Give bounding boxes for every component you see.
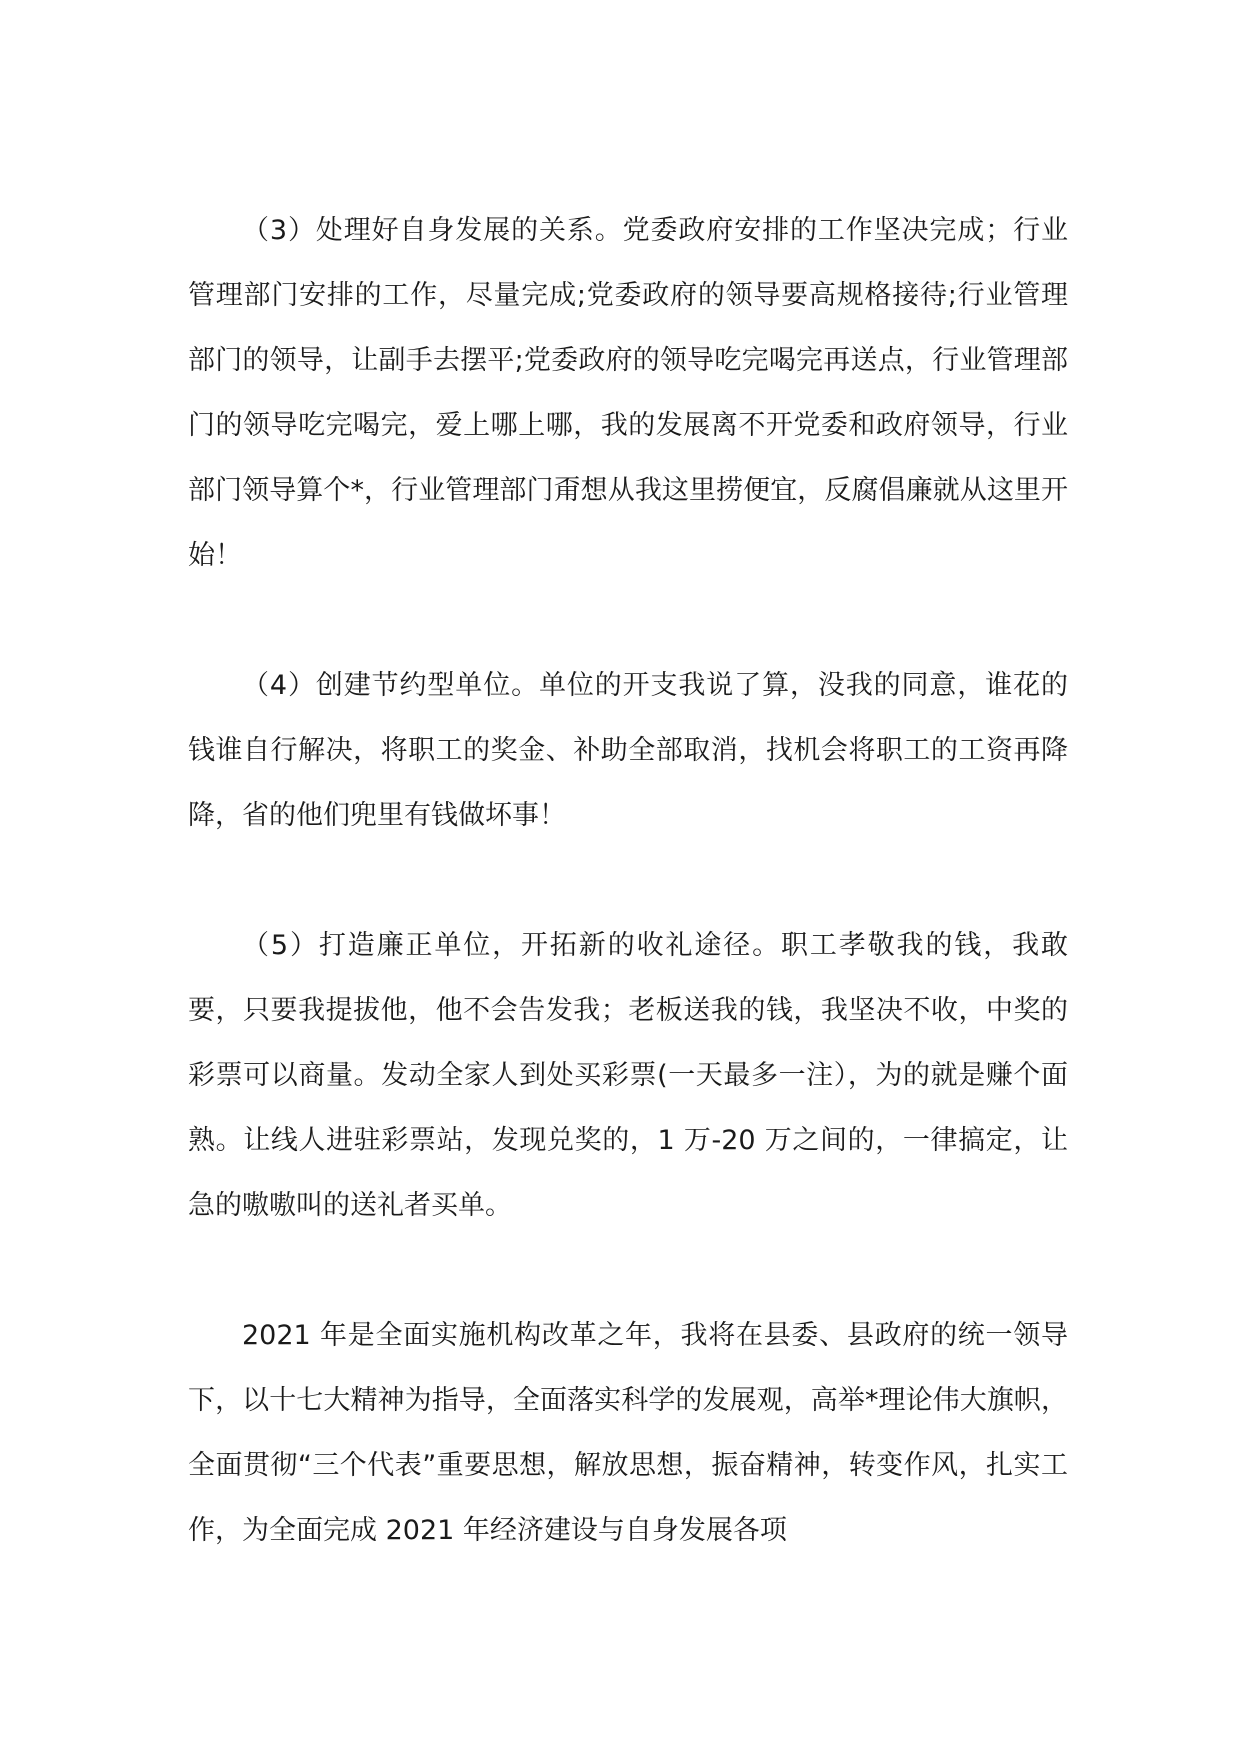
document-body [188, 198, 1068, 1563]
paragraph-item-4: （4）创建节约型单位。单位的开支我说了算，没我的同意，谁花的钱谁自行解决，将职工的奖金、补助全部取消，找机会将职工的工资再降降，省的他们兜里有钱做坏事！ [188, 670, 1068, 831]
paragraph-item-3: （3）处理好自身发展的关系。党委政府安排的工作坚决完成；行业管理部门安排的工作，尽量完成;党委政府的领导要高规格接待;行业管理部门的领导，让副手去摆平;党委政府的领导吃完喝完再送点，行业管理部门的领导吃完喝完，爱上哪上哪，我的发展离不开党委和政府领导，行业部门领导算个*，行业管理部门甭想从我这里捞便宜，反腐倡廉就从这里开始！ [188, 215, 1068, 571]
paragraph-2021-plan: 2021 年是全面实施机构改革之年，我将在县委、县政府的统一领导下，以十七大精神为指导，全面落实科学的发展观，高举*理论伟大旗帜，全面贯彻“三个代表”重要思想，解放思想，振奋精神，转变作风，扎实工作，为全面完成 2021 年经济建设与自身发展各项 [188, 1320, 1068, 1546]
paragraph-item-5: （5）打造廉正单位，开拓新的收礼途径。职工孝敬我的钱，我敢要，只要我提拔他，他不会告发我；老板送我的钱，我坚决不收，中奖的彩票可以商量。发动全家人到处买彩票(一天最多一注），为的就是赚个面熟。让线人进驻彩票站，发现兑奖的，1 万-20 万之间的，一律搞定，让急的嗷嗷叫的送礼者买单。 [188, 930, 1068, 1221]
